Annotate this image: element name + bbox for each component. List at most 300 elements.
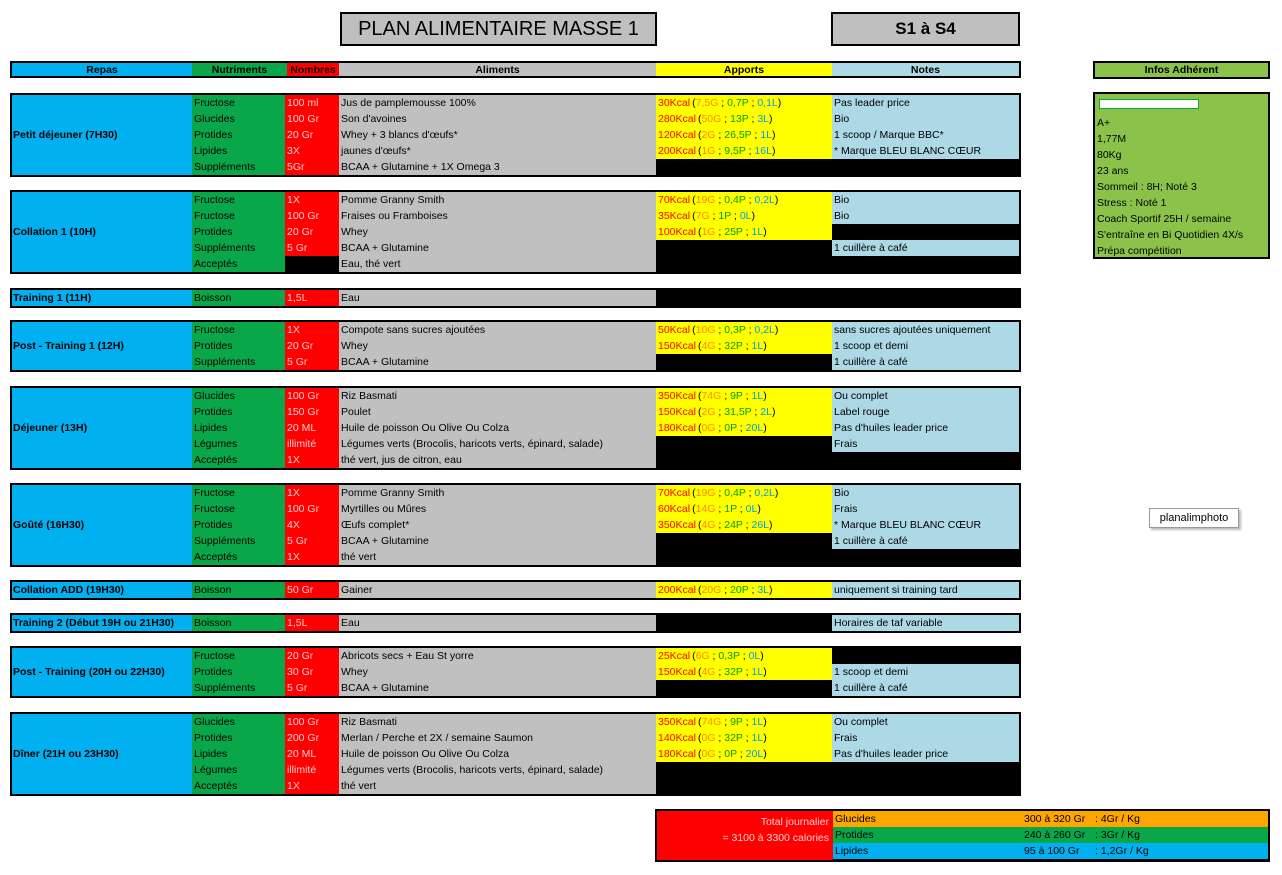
apport-separator: ; bbox=[715, 732, 725, 744]
apport-l: 1L bbox=[751, 716, 764, 728]
nombre-cell: 1X bbox=[285, 322, 339, 338]
nutriment-cell: Acceptés bbox=[192, 549, 285, 565]
apport-l: 0,1L bbox=[757, 97, 778, 109]
note-cell: Pas d'huiles leader price bbox=[832, 746, 1019, 762]
apport-separator: ; bbox=[748, 97, 758, 109]
apport-cell bbox=[656, 111, 832, 127]
nombre-cell: 100 Gr bbox=[285, 388, 339, 404]
nutriment-cell: Protides bbox=[192, 664, 285, 680]
apport-p: 0,4P bbox=[724, 487, 746, 499]
nutriment-cell: Acceptés bbox=[192, 778, 285, 794]
apport-separator: ; bbox=[736, 422, 746, 434]
meal-name: Training 2 (Début 19H ou 21H30) bbox=[12, 615, 192, 631]
note-cell: 1 scoop / Marque BBC* bbox=[832, 127, 1019, 143]
table-row bbox=[12, 224, 1019, 240]
meal-name: Déjeuner (13H) bbox=[12, 388, 192, 468]
nutriment-cell: Boisson bbox=[192, 615, 285, 631]
apport-separator: ) bbox=[763, 748, 767, 760]
note-cell: Bio bbox=[832, 485, 1019, 501]
apport-separator: ) bbox=[751, 210, 755, 222]
nutriment-cell: Lipides bbox=[192, 746, 285, 762]
apport-kcal: 120Kcal bbox=[658, 129, 696, 141]
apport-g: 0G bbox=[701, 732, 716, 744]
apport-g: 1G bbox=[701, 145, 716, 157]
nombre-cell: 20 Gr bbox=[285, 127, 339, 143]
apport-g: 50G bbox=[701, 113, 722, 125]
nombre-cell: 5 Gr bbox=[285, 240, 339, 256]
meal-name: Petit déjeuner (7H30) bbox=[12, 95, 192, 175]
nombre-cell: 100 Gr bbox=[285, 501, 339, 517]
note-cell: Pas d'huiles leader price bbox=[832, 420, 1019, 436]
apport-separator: ( bbox=[697, 422, 702, 434]
apport-separator: ; bbox=[715, 406, 725, 418]
aliment-cell: Son d'avoines bbox=[339, 111, 656, 127]
note-cell: * Marque BLEU BLANC CŒUR bbox=[832, 143, 1019, 159]
apport-separator: ( bbox=[697, 226, 702, 238]
apport-cell bbox=[656, 192, 832, 208]
meal-name: Goûté (16H30) bbox=[12, 485, 192, 565]
table-row bbox=[12, 485, 1019, 501]
period-text: S1 à S4 bbox=[895, 19, 956, 38]
info-line: Coach Sportif 25H / semaine bbox=[1097, 213, 1232, 225]
table-row bbox=[12, 404, 1019, 420]
total-range: 240 à 260 Gr bbox=[1024, 829, 1086, 841]
apport-kcal: 70Kcal bbox=[658, 194, 691, 206]
apport-separator: ) bbox=[774, 324, 779, 336]
nutriment-cell: Glucides bbox=[192, 388, 285, 404]
apport-separator: ; bbox=[742, 519, 752, 531]
apport-separator: ) bbox=[769, 113, 773, 125]
apport-separator: ; bbox=[742, 716, 752, 728]
aliment-cell: thé vert, jus de citron, eau bbox=[339, 452, 656, 468]
aliment-cell: BCAA + Glutamine bbox=[339, 680, 656, 696]
apport-separator: ; bbox=[715, 324, 725, 336]
total-nutrient: Lipides bbox=[835, 845, 869, 857]
apport-g: 0G bbox=[701, 422, 716, 434]
apport-cell bbox=[656, 517, 832, 533]
apport-l: 20L bbox=[745, 748, 764, 760]
apport-separator: ) bbox=[771, 145, 776, 157]
apport-g: 7,5G bbox=[695, 97, 719, 109]
aliment-cell: Pomme Granny Smith bbox=[339, 485, 656, 501]
aliment-cell: Whey bbox=[339, 224, 656, 240]
apport-p: 20P bbox=[730, 584, 749, 596]
apport-separator: ( bbox=[697, 145, 702, 157]
apport-l: 1L bbox=[760, 129, 772, 141]
apport-p: 32P bbox=[724, 666, 743, 678]
apport-p: 26,5P bbox=[724, 129, 752, 141]
info-line: S'entraîne en Bi Quotidien 4X/s bbox=[1097, 229, 1244, 241]
page-title bbox=[340, 12, 657, 46]
table-row bbox=[12, 533, 1019, 549]
apport-separator: ( bbox=[692, 324, 696, 336]
table-row bbox=[12, 501, 1019, 517]
nombre-cell: 100 Gr bbox=[285, 208, 339, 224]
apport-separator: ; bbox=[751, 406, 761, 418]
info-line: A+ bbox=[1097, 117, 1111, 129]
apport-g: 19G bbox=[695, 194, 716, 206]
aliment-cell: Eau bbox=[339, 615, 656, 631]
table-row bbox=[12, 714, 1019, 730]
nombre-cell: 50 Gr bbox=[285, 582, 339, 598]
apport-cell bbox=[656, 664, 832, 680]
apport-separator: ; bbox=[709, 210, 719, 222]
apport-kcal: 150Kcal bbox=[658, 406, 696, 418]
apport-p: 13P bbox=[730, 113, 749, 125]
meal-name: Collation ADD (19H30) bbox=[12, 582, 192, 598]
apport-kcal: 350Kcal bbox=[658, 716, 696, 728]
note-cell: Bio bbox=[832, 111, 1019, 127]
note-cell: 1 cuillère à café bbox=[832, 354, 1019, 370]
total-ratio: : 1,2Gr / Kg bbox=[1095, 845, 1149, 857]
apport-separator: ; bbox=[715, 145, 725, 157]
apport-separator: ; bbox=[748, 113, 758, 125]
apport-l: 3L bbox=[757, 113, 770, 125]
table-row bbox=[12, 143, 1019, 159]
meal-block bbox=[10, 190, 1021, 274]
aliment-cell: Poulet bbox=[339, 404, 656, 420]
note-cell bbox=[832, 256, 1019, 272]
apport-separator: ; bbox=[721, 113, 731, 125]
nutriment-cell: Protides bbox=[192, 404, 285, 420]
apport-separator: ( bbox=[692, 97, 696, 109]
nutriment-cell: Suppléments bbox=[192, 240, 285, 256]
header-aliments: Aliments bbox=[339, 63, 656, 76]
apport-g: 19G bbox=[695, 487, 716, 499]
redacted-name-bar bbox=[1099, 99, 1268, 111]
aliment-cell: Merlan / Perche et 2X / semaine Saumon bbox=[339, 730, 656, 746]
nombre-cell: 1X bbox=[285, 485, 339, 501]
table-row bbox=[12, 111, 1019, 127]
aliment-cell: Fraises ou Framboises bbox=[339, 208, 656, 224]
apport-cell bbox=[656, 143, 832, 159]
meal-name: Dîner (21H ou 23H30) bbox=[12, 714, 192, 794]
apport-p: 31,5P bbox=[724, 406, 752, 418]
info-line: Sommeil : 8H; Noté 3 bbox=[1097, 181, 1197, 193]
nutriment-cell: Lipides bbox=[192, 143, 285, 159]
aliment-cell: Légumes verts (Brocolis, haricots verts, épinard, salade) bbox=[339, 762, 656, 778]
apport-kcal: 30Kcal bbox=[658, 97, 691, 109]
nutriment-cell: Protides bbox=[192, 517, 285, 533]
nombre-cell: 5 Gr bbox=[285, 533, 339, 549]
apport-g: 1G bbox=[701, 226, 716, 238]
table-row bbox=[12, 517, 1019, 533]
apport-g: 14G bbox=[695, 503, 716, 515]
apport-separator: ) bbox=[757, 503, 761, 515]
apport-separator: ; bbox=[715, 519, 725, 531]
aliment-cell: Jus de pamplemousse 100% bbox=[339, 95, 656, 111]
total-row bbox=[833, 843, 1268, 859]
note-cell: Frais bbox=[832, 730, 1019, 746]
apport-kcal: 140Kcal bbox=[658, 732, 696, 744]
apport-kcal: 70Kcal bbox=[658, 487, 691, 499]
apport-separator: ; bbox=[721, 390, 731, 402]
apport-p: 9,5P bbox=[724, 145, 746, 157]
apport-separator: ; bbox=[736, 503, 746, 515]
apport-p: 9P bbox=[730, 716, 743, 728]
apport-p: 0,4P bbox=[724, 194, 746, 206]
apport-separator: ) bbox=[763, 422, 767, 434]
note-cell bbox=[832, 452, 1019, 468]
nombre-cell: 5Gr bbox=[285, 159, 339, 175]
apport-kcal: 150Kcal bbox=[658, 666, 696, 678]
total-nutrient: Glucides bbox=[835, 813, 876, 825]
nombre-cell: 20 Gr bbox=[285, 648, 339, 664]
meal-block bbox=[10, 288, 1021, 308]
table-row bbox=[12, 420, 1019, 436]
apport-p: 32P bbox=[724, 732, 743, 744]
aliment-cell: BCAA + Glutamine bbox=[339, 533, 656, 549]
apport-separator: ; bbox=[721, 584, 731, 596]
apport-separator: ) bbox=[769, 584, 773, 596]
nutriment-cell: Suppléments bbox=[192, 533, 285, 549]
apport-g: 4G bbox=[701, 340, 716, 352]
total-ratio: : 3Gr / Kg bbox=[1095, 829, 1140, 841]
meal-block bbox=[10, 386, 1021, 470]
table-row bbox=[12, 338, 1019, 354]
nutriment-cell: Suppléments bbox=[192, 680, 285, 696]
table-row bbox=[12, 159, 1019, 175]
apport-cell bbox=[656, 354, 832, 370]
aliment-cell: Whey bbox=[339, 664, 656, 680]
apport-separator: ; bbox=[742, 390, 752, 402]
apport-cell bbox=[656, 582, 832, 598]
totals-label bbox=[657, 811, 833, 860]
nutriment-cell: Boisson bbox=[192, 582, 285, 598]
note-cell bbox=[832, 549, 1019, 565]
table-row bbox=[12, 549, 1019, 565]
info-line: 1,77M bbox=[1097, 133, 1127, 145]
apport-p: 25P bbox=[724, 226, 743, 238]
apport-separator: ; bbox=[709, 650, 719, 662]
table-row bbox=[12, 256, 1019, 272]
table-row bbox=[12, 615, 1019, 631]
note-cell bbox=[832, 290, 1019, 306]
note-cell: 1 cuillère à café bbox=[832, 680, 1019, 696]
apport-separator: ) bbox=[771, 406, 776, 418]
apport-g: 74G bbox=[701, 390, 722, 402]
apport-separator: ( bbox=[692, 503, 696, 515]
nutriment-cell: Protides bbox=[192, 127, 285, 143]
header-nombres: Nombres bbox=[287, 63, 339, 76]
info-line: Prépa compétition bbox=[1097, 245, 1182, 257]
nutriment-cell: Suppléments bbox=[192, 354, 285, 370]
totals-label-2: = 3100 à 3300 calories bbox=[722, 832, 829, 844]
apport-g: 10G bbox=[695, 324, 716, 336]
nombre-cell: 20 ML bbox=[285, 420, 339, 436]
apport-separator: ( bbox=[697, 666, 702, 678]
note-cell: Pas leader price bbox=[832, 95, 1019, 111]
aliment-cell: Whey + 3 blancs d'œufs* bbox=[339, 127, 656, 143]
note-cell: Ou complet bbox=[832, 388, 1019, 404]
apport-l: 0L bbox=[739, 210, 752, 222]
apport-separator: ( bbox=[697, 406, 702, 418]
nutriment-cell: Légumes bbox=[192, 436, 285, 452]
total-range: 95 à 100 Gr bbox=[1024, 845, 1080, 857]
note-cell: Ou complet bbox=[832, 714, 1019, 730]
table-header bbox=[10, 61, 1021, 78]
nombre-cell: 3X bbox=[285, 143, 339, 159]
nutriment-cell: Boisson bbox=[192, 290, 285, 306]
apport-p: 1P bbox=[718, 210, 732, 222]
nombre-cell: 20 ML bbox=[285, 746, 339, 762]
nombre-cell: 30 Gr bbox=[285, 664, 339, 680]
meal-block bbox=[10, 712, 1021, 796]
meal-block bbox=[10, 646, 1021, 698]
nombre-cell: illimité bbox=[285, 436, 339, 452]
nombre-cell: 5 Gr bbox=[285, 680, 339, 696]
apport-cell bbox=[656, 730, 832, 746]
apport-separator: ; bbox=[748, 584, 758, 596]
apport-g: 2G bbox=[701, 129, 716, 141]
apport-cell bbox=[656, 290, 832, 306]
tooltip-text: planalimphoto bbox=[1159, 512, 1229, 524]
apport-separator: ( bbox=[692, 487, 696, 499]
apport-l: 1L bbox=[751, 340, 764, 352]
apport-kcal: 60Kcal bbox=[658, 503, 691, 515]
meal-block bbox=[10, 613, 1021, 633]
apport-separator: ; bbox=[715, 666, 725, 678]
table-row bbox=[12, 452, 1019, 468]
period-box bbox=[831, 12, 1020, 46]
apport-l: 1L bbox=[751, 666, 764, 678]
apport-separator: ( bbox=[697, 732, 702, 744]
apport-g: 4G bbox=[701, 519, 716, 531]
apport-separator: ; bbox=[745, 324, 755, 336]
note-cell: 1 cuillère à café bbox=[832, 533, 1019, 549]
apport-separator: ) bbox=[769, 519, 773, 531]
note-cell: Label rouge bbox=[832, 404, 1019, 420]
nutriment-cell: Protides bbox=[192, 730, 285, 746]
apport-p: 9P bbox=[730, 390, 743, 402]
apport-cell bbox=[656, 533, 832, 549]
apport-separator: ) bbox=[774, 194, 779, 206]
nutriment-cell: Lipides bbox=[192, 420, 285, 436]
aliment-cell: Myrtilles ou Mûres bbox=[339, 501, 656, 517]
apport-l: 1L bbox=[751, 226, 764, 238]
nombre-cell: 5 Gr bbox=[285, 354, 339, 370]
note-cell: * Marque BLEU BLANC CŒUR bbox=[832, 517, 1019, 533]
nombre-cell: 1X bbox=[285, 778, 339, 794]
note-cell bbox=[832, 159, 1019, 175]
nombre-cell: 150 Gr bbox=[285, 404, 339, 420]
table-row bbox=[12, 208, 1019, 224]
apport-separator: ) bbox=[763, 390, 767, 402]
meal-block bbox=[10, 93, 1021, 177]
info-line: Stress : Noté 1 bbox=[1097, 197, 1167, 209]
table-row bbox=[12, 664, 1019, 680]
apport-l: 2L bbox=[760, 406, 772, 418]
nombre-cell: 1X bbox=[285, 192, 339, 208]
apport-l: 1L bbox=[751, 732, 764, 744]
apport-separator: ( bbox=[692, 194, 696, 206]
apport-p: 32P bbox=[724, 340, 743, 352]
nutriment-cell: Fructose bbox=[192, 501, 285, 517]
apport-separator: ( bbox=[697, 390, 702, 402]
aliment-cell: Abricots secs + Eau St yorre bbox=[339, 648, 656, 664]
apport-kcal: 35Kcal bbox=[658, 210, 691, 222]
apport-kcal: 25Kcal bbox=[658, 650, 691, 662]
nutriment-cell: Suppléments bbox=[192, 159, 285, 175]
apport-separator: ; bbox=[721, 716, 731, 728]
aliment-cell: Whey bbox=[339, 338, 656, 354]
apport-cell bbox=[656, 404, 832, 420]
apport-separator: ) bbox=[777, 97, 782, 109]
apport-separator: ) bbox=[763, 716, 767, 728]
meal-name: Collation 1 (10H) bbox=[12, 192, 192, 272]
nombre-cell: 1X bbox=[285, 452, 339, 468]
apport-kcal: 180Kcal bbox=[658, 422, 696, 434]
meal-block bbox=[10, 483, 1021, 567]
note-cell: 1 cuillère à café bbox=[832, 240, 1019, 256]
aliment-cell: Huile de poisson Ou Olive Ou Colza bbox=[339, 746, 656, 762]
apport-g: 2G bbox=[701, 406, 716, 418]
apport-g: 74G bbox=[701, 716, 722, 728]
apport-p: 0P bbox=[724, 422, 737, 434]
apport-separator: ; bbox=[742, 226, 752, 238]
nutriment-cell: Fructose bbox=[192, 208, 285, 224]
apport-cell bbox=[656, 762, 832, 778]
apport-separator: ; bbox=[742, 666, 752, 678]
apport-kcal: 200Kcal bbox=[658, 145, 696, 157]
table-row bbox=[12, 95, 1019, 111]
table-row bbox=[12, 436, 1019, 452]
nutriment-cell: Fructose bbox=[192, 322, 285, 338]
apport-g: 20G bbox=[701, 584, 722, 596]
table-row bbox=[12, 680, 1019, 696]
note-cell: Frais bbox=[832, 436, 1019, 452]
table-row bbox=[12, 388, 1019, 404]
aliment-cell: jaunes d'œufs* bbox=[339, 143, 656, 159]
nombre-cell: 20 Gr bbox=[285, 224, 339, 240]
apport-separator: ; bbox=[715, 226, 725, 238]
aliment-cell: Compote sans sucres ajoutées bbox=[339, 322, 656, 338]
apport-separator: ) bbox=[760, 650, 764, 662]
nombre-cell bbox=[285, 256, 339, 272]
nombre-cell: 1X bbox=[285, 549, 339, 565]
aliment-cell: BCAA + Glutamine bbox=[339, 240, 656, 256]
apport-l: 20L bbox=[745, 422, 764, 434]
info-line: 80Kg bbox=[1097, 149, 1122, 161]
apport-separator: ; bbox=[715, 340, 725, 352]
nombre-cell: 1,5L bbox=[285, 615, 339, 631]
apport-cell bbox=[656, 127, 832, 143]
note-cell: Frais bbox=[832, 501, 1019, 517]
apport-separator: ; bbox=[715, 503, 725, 515]
aliment-cell: BCAA + Glutamine bbox=[339, 354, 656, 370]
total-range: 300 à 320 Gr bbox=[1024, 813, 1086, 825]
apport-cell bbox=[656, 224, 832, 240]
apport-g: 7G bbox=[695, 210, 710, 222]
nutriment-cell: Fructose bbox=[192, 192, 285, 208]
meal-name: Post - Training 1 (12H) bbox=[12, 322, 192, 370]
note-cell: sans sucres ajoutées uniquement bbox=[832, 322, 1019, 338]
note-cell: 1 scoop et demi bbox=[832, 338, 1019, 354]
nutriment-cell: Fructose bbox=[192, 648, 285, 664]
header-notes: Notes bbox=[832, 63, 1019, 76]
table-row bbox=[12, 240, 1019, 256]
apport-separator: ; bbox=[751, 129, 761, 141]
total-nutrient: Protides bbox=[835, 829, 874, 841]
table-row bbox=[12, 127, 1019, 143]
apport-cell bbox=[656, 485, 832, 501]
note-cell: 1 scoop et demi bbox=[832, 664, 1019, 680]
apport-p: 0,3P bbox=[724, 324, 746, 336]
apport-cell bbox=[656, 615, 832, 631]
meal-block bbox=[10, 320, 1021, 372]
apport-kcal: 200Kcal bbox=[658, 584, 696, 596]
apport-cell bbox=[656, 95, 832, 111]
